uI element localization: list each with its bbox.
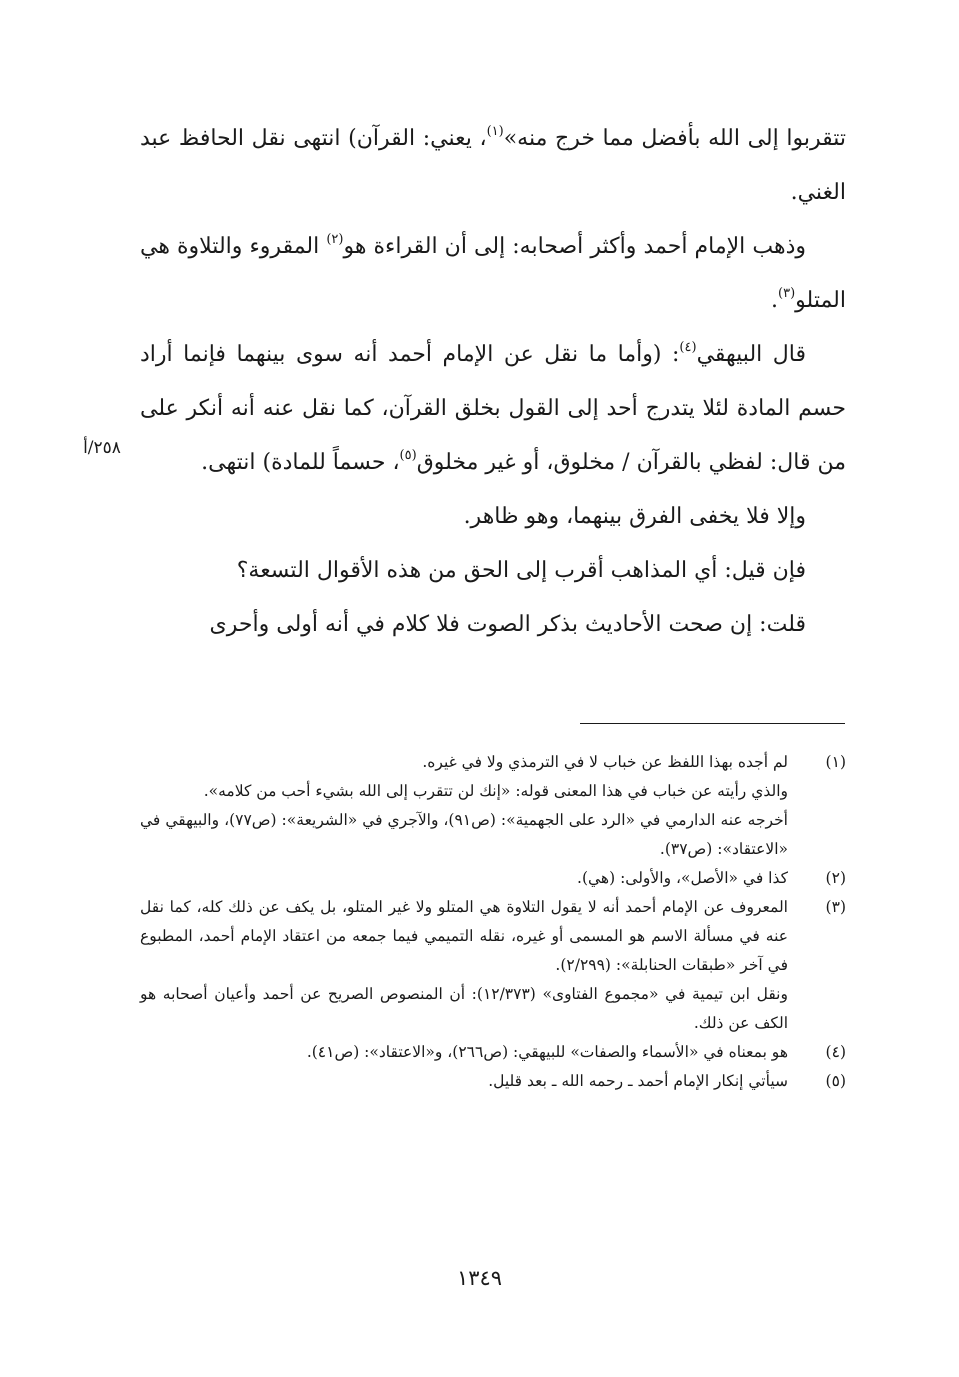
footnote-number: (٤): [825, 1043, 846, 1061]
footnote-text: كذا في «الأصل»، والأولى: (هي).: [577, 869, 788, 887]
footnote-text: لم أجده بهذا اللفظ عن خباب لا في الترمذي ولا في غيره.: [422, 753, 788, 771]
footnote-text: سيأتي إنكار الإمام أحمد ـ رحمه الله ـ بعد قليل.: [488, 1072, 788, 1090]
footnote-ref-2: (٢): [326, 232, 344, 247]
footnote-text: أخرجه عنه الدارمي في «الرد على الجهمية»: (ص٩١)، والآجري في «الشريعة»: (ص٧٧)، والبيهقي في «الاعتقاد»: (ص٣٧).: [140, 811, 788, 858]
main-text: [140, 112, 846, 652]
footnote-number: (٢): [825, 869, 846, 887]
footnote-1: [140, 748, 846, 864]
footnote-ref-1: (١): [486, 124, 504, 139]
footnote-4: [140, 1038, 846, 1067]
footnote-text: والذي رأيته عن خباب في هذا المعنى قوله: «إنك لن تتقرب إلى الله بشيء أحب من كلامه».: [203, 782, 788, 800]
footnote-ref-5: (٥): [399, 448, 417, 463]
page-number: ١٣٤٩: [456, 1266, 503, 1290]
footnote-2: [140, 864, 846, 893]
footnote-number: (١): [825, 753, 846, 771]
footnote-text: المعروف عن الإمام أحمد أنه لا يقول التلاوة هي المتلو ولا غير المتلو، بل يكف عن ذلك كله، كما نقل عنه في مسألة الاسم هو المسمى أو غيره، نقله التميمي فيما جمعه من اعتقاد الإمام أحمد، المطبوع في آخر «طبقات الحنابلة»: (٢/٢٩٩).: [140, 898, 788, 974]
footnotes: [140, 748, 846, 1096]
footnote-text: هو بمعناه في «الأسماء والصفات» للبيهقي: (ص٢٦٦)، و«الاعتقاد»: (ص٤١).: [306, 1043, 788, 1061]
paragraph-4: وإلا فلا يخفى الفرق بينهما، وهو ظاهر.: [463, 504, 806, 529]
manuscript-folio-marker: ٢٥٨/أ: [83, 438, 121, 458]
footnote-ref-3: (٣): [778, 286, 796, 301]
footnote-3: [140, 893, 846, 1038]
footnote-ref-4: (٤): [679, 340, 697, 355]
footnote-number: (٥): [825, 1072, 846, 1090]
paragraph-1: تتقربوا إلى الله بأفضل مما خرج منه»$^{(١)}$، يعني: القرآن) انتهى نقل الحافظ عبد الغني.: [140, 124, 846, 205]
footnote-number: (٣): [825, 898, 846, 916]
footnote-separator: [580, 723, 845, 724]
paragraph-6: قلت: إن صحت الأحاديث بذكر الصوت فلا كلام في أنه أولى وأحرى: [209, 612, 806, 637]
footnote-5: [140, 1067, 846, 1096]
paragraph-2: وذهب الإمام أحمد وأكثر أصحابه: إلى أن القراءة هو$^{(٢)}$ المقروء والتلاوة هي المتلو$^{(٣)}$.: [140, 232, 846, 313]
paragraph-5: فإن قيل: أي المذاهب أقرب إلى الحق من هذه الأقوال التسعة؟: [236, 558, 806, 583]
paragraph-3: قال البيهقي$^{(٤)}$: (وأما ما نقل عن الإمام أحمد أنه سوى بينهما فإنما أراد حسم المادة لئلا يتدرج أحد إلى القول بخلق القرآن، كما نقل عنه أنه أنكر على من قال: لفظي بالقرآن / مخلوق، أو غير مخلوق$^{(٥)}$، حسماً للمادة) انتهى.: [140, 340, 846, 475]
footnote-text: ونقل ابن تيمية في «مجموع الفتاوى» (١٢/٣٧٣): أن المنصوص الصريح عن أحمد وأعيان أصحابه هو الكف عن ذلك.: [140, 985, 788, 1032]
